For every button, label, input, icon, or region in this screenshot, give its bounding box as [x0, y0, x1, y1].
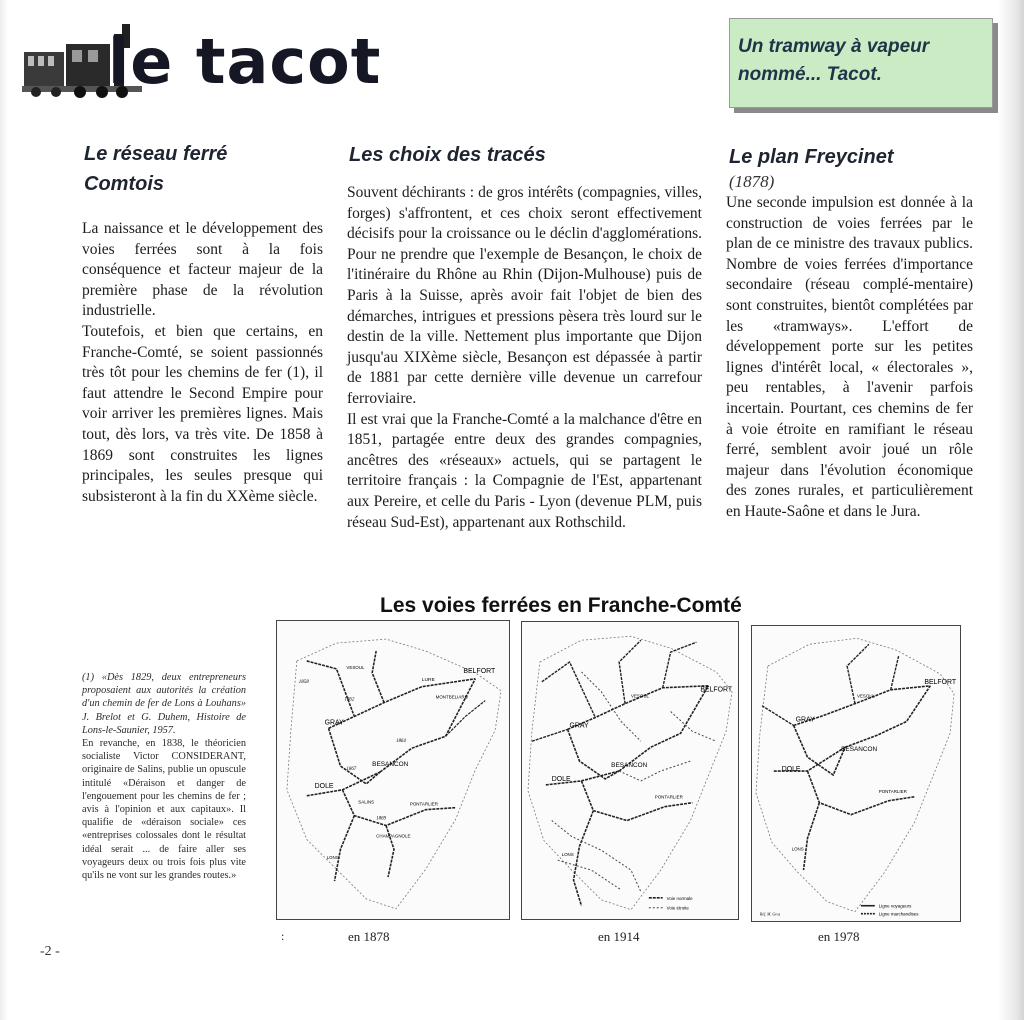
col1-paragraph-1: La naissance et le développement des voies ferrées sont à la fois conséquence et facteur majeur de la première phase de la révolution industrielle. [82, 220, 323, 320]
col3-heading: Le plan Freycinet [729, 146, 894, 168]
map-1914-label-belfort: BELFORT [700, 686, 733, 694]
map-1878-year-1864: 1864 [395, 739, 406, 745]
map-1978-label-dole: DOLE [781, 766, 801, 774]
map-1878-label-besancon: BESANCON [372, 761, 409, 769]
col3-body [726, 193, 973, 523]
map-1978-label-vesoul: VESOUL [856, 693, 876, 699]
map-1878-label-salins: SALINS [358, 799, 375, 805]
map-1878-label-belfort: BELFORT [463, 667, 496, 675]
map-1978-legend-freight: Ligne marchandises [878, 911, 919, 917]
col1-body [82, 219, 323, 507]
map-1878-label-vesoul: VESOUL [346, 664, 365, 670]
map-1914-label-pontarlier: PONTARLIER [654, 794, 683, 800]
maps-section-title: Les voies ferrées en Franche-Comté [380, 594, 742, 617]
footnote-paragraph-1: (1) «Dès 1829, deux entrepreneurs proposaient aux autorités la création d'un chemin de fer de Lons à Louhans» J. Brelot et G. Duhem, Histoire de Lons-le-Saunier, 1957. [82, 672, 246, 736]
map-1914-legend-normal: Voie normale [666, 895, 693, 901]
map-1978-label-gray: GRAY [795, 716, 815, 724]
map-1878-caption: en 1878 [348, 929, 390, 944]
page-mark: : [281, 929, 285, 943]
map-1914-legend-narrow: Voie étroite [666, 905, 689, 911]
map-1878-graphic [277, 621, 509, 919]
col2-body [347, 183, 702, 533]
map-1878-year-1858: 1858 [298, 679, 309, 685]
map-1978-label-lons: LONS [791, 846, 804, 852]
map-1878-year-1867: 1867 [346, 767, 357, 772]
map-1978-credit: Réf. M. Gros [759, 911, 781, 917]
map-1914-label-dole: DOLE [551, 775, 571, 783]
map-1914-graphic [522, 622, 738, 919]
map-1878-label-montbeliard: MONTBELIARD [435, 694, 468, 700]
tagline-line-1: Un tramway à vapeur [738, 36, 930, 57]
page-number: -2 - [40, 944, 60, 959]
map-1914-label-gray: GRAY [569, 722, 589, 730]
tagline-box [729, 18, 993, 108]
map-1914-label-besancon: BESANCON [611, 762, 648, 770]
scan-right-edge [998, 0, 1024, 1020]
col2-paragraph-2: Il est vrai que la Franche-Comté a la malchance d'être en 1851, partagée entre deux des grandes compagnies, ancêtres des «réseaux» actuels, qui se partagent le territoire français : la Compagnie de l'Est, appartenant aux Pereire, et celle du Paris - Lyon (devenue PLM, puis réseau Sud-Est), appartenant aux Rothschild. [347, 410, 702, 531]
scan-left-edge [0, 0, 8, 1020]
map-1878-label-gray: GRAY [324, 719, 344, 727]
col2-paragraph-1: Souvent déchirants : de gros intérêts (compagnies, villes, forges) s'affrontent, et ces choix seront effectivement décisifs pour la croissance ou le déclin d'agglomérations. Pour ne prendre que l'exemple de Besançon, le choix de l'itinéraire du Rhône au Rhin (Dijon-Mulhouse) puis de Paris à la Suisse, après avoir fait l'objet de bien des démarches, intrigues et pressions pèsera très lourd sur le destin de la ville. Nettement plus importante que Dijon jusqu'au XIXème siècle, Besançon est dépassée à partir de 1881 par cette dernière ville devenue un carrefour ferroviaire. [347, 184, 702, 407]
map-1914-label-lons: LONS [561, 852, 574, 858]
col1-paragraph-2: Toutefois, et bien que certains, en Franche-Comté, se soient passionnés très tôt pour les chemins de fer (1), il faut attendre le Second Empire pour voir arriver les premières lignes. Mais tout, dès lors, va très vite. De 1858 à 1869 sont construites les lignes principales, les seules presque qui subsisteront à la fin du XXème siècle. [82, 322, 323, 505]
map-1878-label-lons: LONS [326, 855, 339, 861]
map-1914-caption: en 1914 [598, 929, 640, 944]
map-1878-year-1869: 1869 [376, 816, 387, 822]
tagline-line-2: nommé... Tacot. [738, 64, 882, 85]
map-1978-label-belfort: BELFORT [924, 678, 957, 686]
map-1914-label-vesoul: VESOUL [630, 693, 650, 699]
map-1978-label-pontarlier: PONTARLIER [878, 788, 907, 794]
map-1878-label-champagnole: CHAMPAGNOLE [376, 833, 411, 839]
col1-heading-line-1: Le réseau ferré [84, 143, 228, 165]
map-1878-year-1862: 1862 [344, 697, 355, 703]
map-1878-label-dole: DOLE [314, 782, 334, 790]
map-1978 [751, 625, 961, 922]
page-title: le tacot [108, 25, 382, 98]
map-1878-label-lure: LURE [421, 677, 435, 683]
map-1978-caption: en 1978 [818, 929, 860, 944]
footnote [82, 671, 246, 882]
map-1878 [276, 620, 510, 920]
col3-year: (1878) [729, 172, 775, 191]
map-1978-legend-passengers: Ligne voyageurs [878, 903, 912, 909]
footnote-paragraph-2: En revanche, en 1838, le théoricien socialiste Victor CONSIDERANT, originaire de Salins, publie un opuscule intitulé «Déraison et danger de l'engouement pour les chemins de fer ; avis à l'opinion et aux capitaux». Il qualifie de «déraison sociale» ces «entreprises colossales dont le résultat idéal serait ... de faire aller ses voyageurs deux ou trois fois plus vite qu'ils ne vont sur les grandes routes.» [82, 738, 246, 882]
map-1978-graphic [752, 626, 960, 921]
col3-paragraph-1: Une seconde impulsion est donnée à la construction de voies ferrées par le plan de ce ministre des travaux publics. Nombre de voies ferrées d'importance secondaire (réseau complé-mentaire) sont construites, bientôt complétées par les «tramways». L'effort de développement porte sur les petites lignes d'intérêt local, « électorales », peu rentables, à l'avenir parfois incertain. Pourtant, ces chemins de fer à voie étroite en ramifiant le réseau ferré, semblent avoir joué un rôle majeur dans l'évolution économique des zones rurales, et particulièrement en Haute-Saône et dans le Jura. [726, 194, 973, 520]
col2-heading: Les choix des tracés [349, 144, 546, 166]
col1-heading-line-2: Comtois [84, 173, 164, 195]
map-1914 [521, 621, 739, 920]
map-1878-label-pontarlier: PONTARLIER [409, 801, 438, 807]
map-1978-label-besancon: BESANCON [841, 746, 878, 754]
